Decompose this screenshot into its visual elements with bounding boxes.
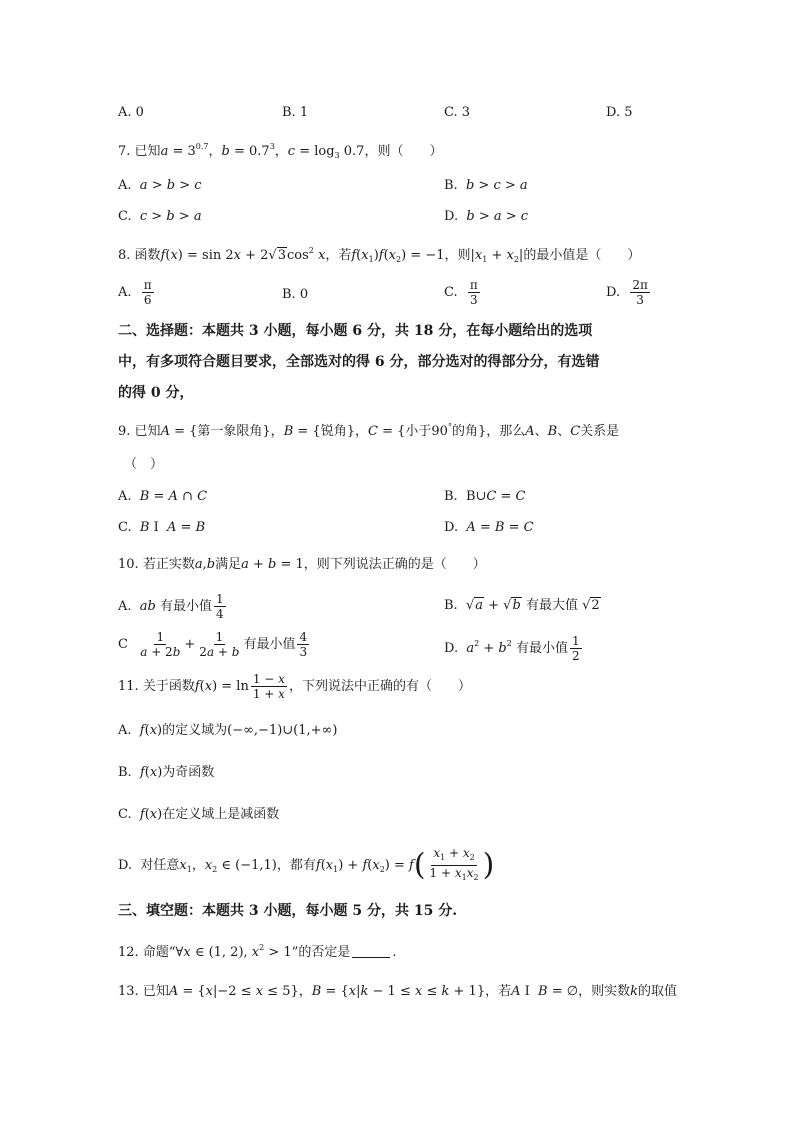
q11-option-d: D. 对任意$x_1$，$x_2$ ∈ (−1,1)，都有$f(x_1) + f(x_2) = f$( $\frac{x_1 + x_2}{1 + x_1x_2}$ ) — [118, 846, 495, 883]
section-2-heading: 二、选择题：本题共 3 小题，每小题 6 分，共 18 分，在每小题给出的选项 — [118, 323, 593, 339]
q9-option-d: D. A = B = C — [444, 520, 534, 535]
section-2-line3: 的得 0 分， — [118, 385, 194, 401]
section-2-line2: 中，有多项符合题目要求，全部选对的得 6 分，部分选对的得部分分，有选错 — [118, 354, 600, 370]
question-13: 13. 已知A = {x|−2 ≤ x ≤ 5}，B = {x|k − 1 ≤ x ≤ k + 1}，若A I B = ∅，则实数k的取值 — [118, 984, 678, 999]
q6-option-a: A. 0 — [118, 105, 144, 120]
q7-option-c: C. c > b > a — [118, 209, 202, 224]
q11-option-c: C. f(x)在定义域上是减函数 — [118, 807, 280, 822]
q8-option-a: A. $\frac{\pi}{6}$ — [118, 278, 152, 307]
q11-option-a: A. f(x)的定义域为(−∞,−1)∪(1,+∞) — [118, 723, 338, 738]
q9-bracket: （ ） — [124, 457, 164, 472]
q8-option-b: B. 0 — [282, 287, 309, 302]
q10-option-b: B. √a + √b 有最大值 √2 — [444, 598, 600, 613]
question-10: 10. 若正实数a,b满足a + b = 1，则下列说法正确的是（ ） — [118, 557, 486, 572]
q6-option-b: B. 1 — [282, 105, 309, 120]
q8-option-d: D. $\frac{2\pi}{3}$ — [606, 278, 648, 307]
q11-option-b: B. f(x)为奇函数 — [118, 765, 215, 780]
q7-option-a: A. a > b > c — [118, 178, 202, 193]
question-7: 7. 已知$a = 3^{0.7}$，$b = 0.7^3$，$c = \log_3 0.7$，则（ ） — [118, 142, 443, 160]
q9-option-a: A. B = A ∩ C — [118, 489, 208, 504]
question-8: 8. 函数$f(x) = \sin 2x + 2√3\cos^2$ x，若$f(x_1)f(x_2) = -1$，则$|x_1 + x_2|$的最小值是（ ） — [118, 246, 641, 264]
q10-option-d: D. $a^2 + b^2$ 有最小值 $\frac{1}{2}$ — [444, 634, 580, 663]
question-9: 9. 已知A = {第一象限角}，B = {锐角}，C = {小于90°的角}，那么A、B、C关系是 — [118, 422, 620, 439]
question-12: 12. 命题“∀x ∈ (1, 2), $x^2 > 1$”的否定是 . — [118, 943, 397, 960]
section-3-heading: 三、填空题：本题共 3 小题，每小题 5 分，共 15 分. — [118, 903, 458, 919]
answer-blank — [352, 957, 390, 958]
question-11: 11. 关于函数f(x) = ln $\frac{1 - x}{1 + x}$ ，下列说法中正确的有（ ） — [118, 672, 471, 701]
q7-option-b: B. b > c > a — [444, 178, 528, 193]
q9-option-b: B. B∪C = C — [444, 489, 526, 504]
q9-option-c: C. B I A = B — [118, 520, 206, 535]
q6-option-c: C. 3 — [444, 105, 471, 120]
q10-option-a: A. ab 有最小值 $\frac{1}{4}$ — [118, 592, 224, 621]
q10-option-c: C $\frac{1}{a + 2b}$ + $\frac{1}{2a + b}$ 有最小值 $\frac{4}{3}$ — [118, 630, 308, 659]
q8-option-c: C. $\frac{\pi}{3}$ — [444, 278, 478, 307]
q7-option-d: D. b > a > c — [444, 209, 529, 224]
q6-option-d: D. 5 — [606, 105, 633, 120]
